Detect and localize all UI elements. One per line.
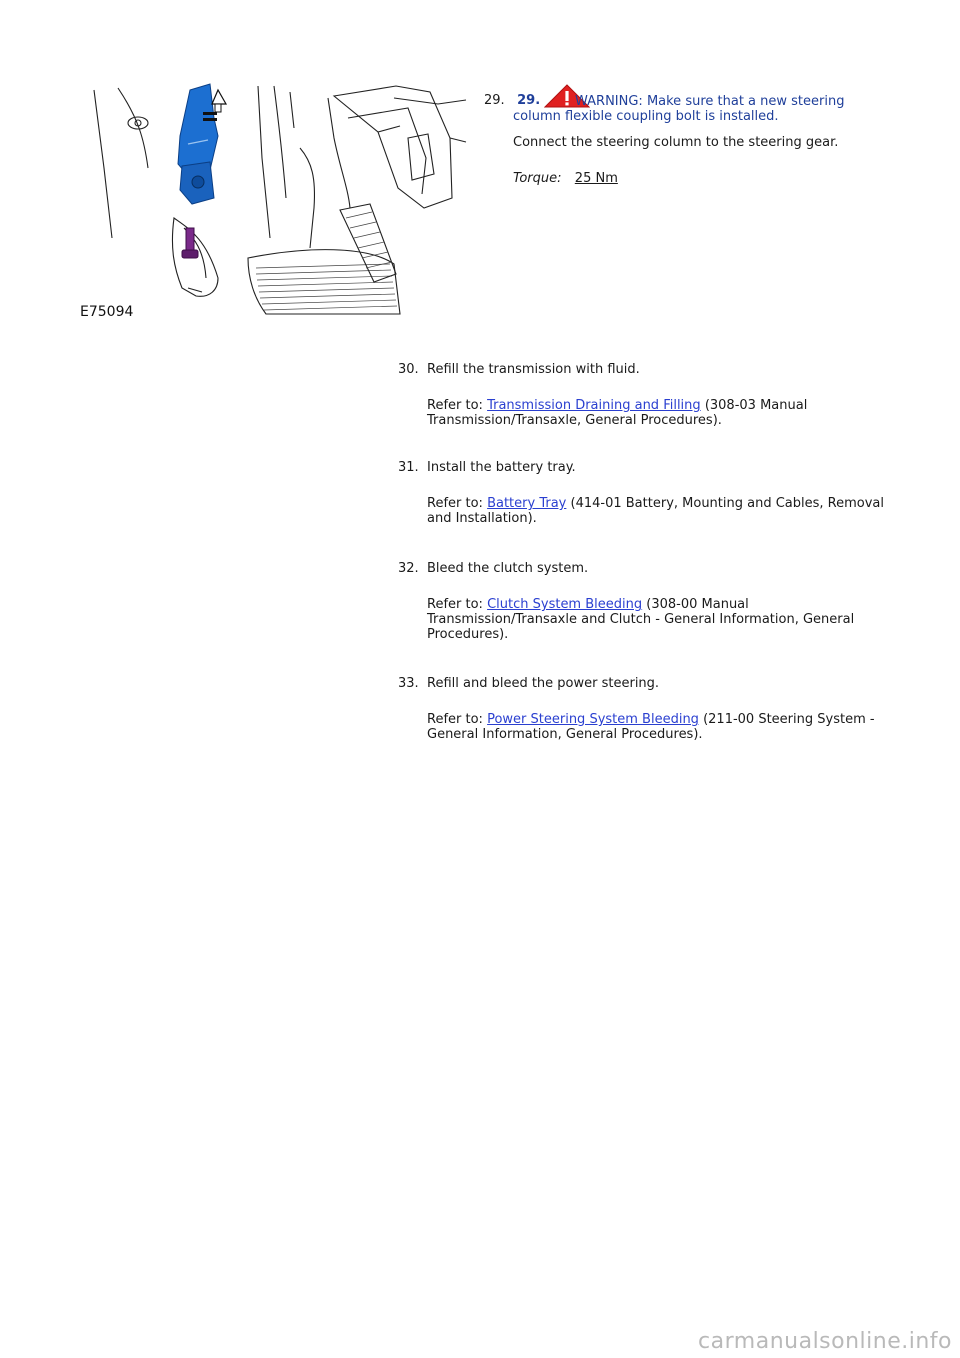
refer-prefix: Refer to: (427, 712, 483, 727)
step-31-number: 31. (398, 460, 419, 475)
watermark: carmanualsonline.info (698, 1329, 952, 1354)
step-29-warning-wrap (513, 94, 875, 124)
step-33-number: 33. (398, 676, 419, 691)
torque-label: Torque: (513, 171, 562, 186)
step-32-number: 32. (398, 561, 419, 576)
step-30-refer (427, 398, 897, 428)
step-31-refer (427, 496, 897, 526)
refer-prefix: Refer to: (427, 597, 483, 612)
refer-prefix: Refer to: (427, 496, 483, 511)
step-31-text: Install the battery tray. (427, 460, 576, 475)
refer-suffix: (308-03 Manual Transmission/Transaxle, General Procedures). (427, 398, 808, 428)
step-29-number: 29. (484, 93, 505, 108)
step-29-bold-number: 29. (517, 93, 541, 108)
link-clutch-system-bleeding[interactable]: Clutch System Bleeding (487, 597, 643, 612)
step-29-torque (513, 171, 618, 186)
step-30-text: Refill the transmission with fluid. (427, 362, 640, 377)
figure-caption: E75094 (80, 304, 134, 320)
torque-value: 25 Nm (574, 171, 618, 186)
refer-suffix: (211-00 Steering System - General Information, General Procedures). (427, 712, 875, 742)
step-32-refer (427, 597, 897, 642)
refer-suffix: (414-01 Battery, Mounting and Cables, Removal and Installation). (427, 496, 884, 526)
steering-coupling-illustration (78, 78, 470, 322)
illustration (78, 78, 470, 322)
refer-suffix: (308-00 Manual Transmission/Transaxle and Clutch - General Information, General Procedures). (427, 597, 855, 642)
step-29-instruction: Connect the steering column to the steering gear. (513, 135, 839, 150)
link-battery-tray[interactable]: Battery Tray (487, 496, 567, 511)
step-30-number: 30. (398, 362, 419, 377)
step-33-text: Refill and bleed the power steering. (427, 676, 660, 691)
step-32-text: Bleed the clutch system. (427, 561, 589, 576)
refer-prefix: Refer to: (427, 398, 483, 413)
link-power-steering-system-bleeding[interactable]: Power Steering System Bleeding (487, 712, 699, 727)
link-transmission-draining-and-filling[interactable]: Transmission Draining and Filling (487, 398, 701, 413)
warning-text: WARNING: Make sure that a new steering column flexible coupling bolt is installed. (513, 94, 845, 124)
step-33-refer (427, 712, 897, 742)
